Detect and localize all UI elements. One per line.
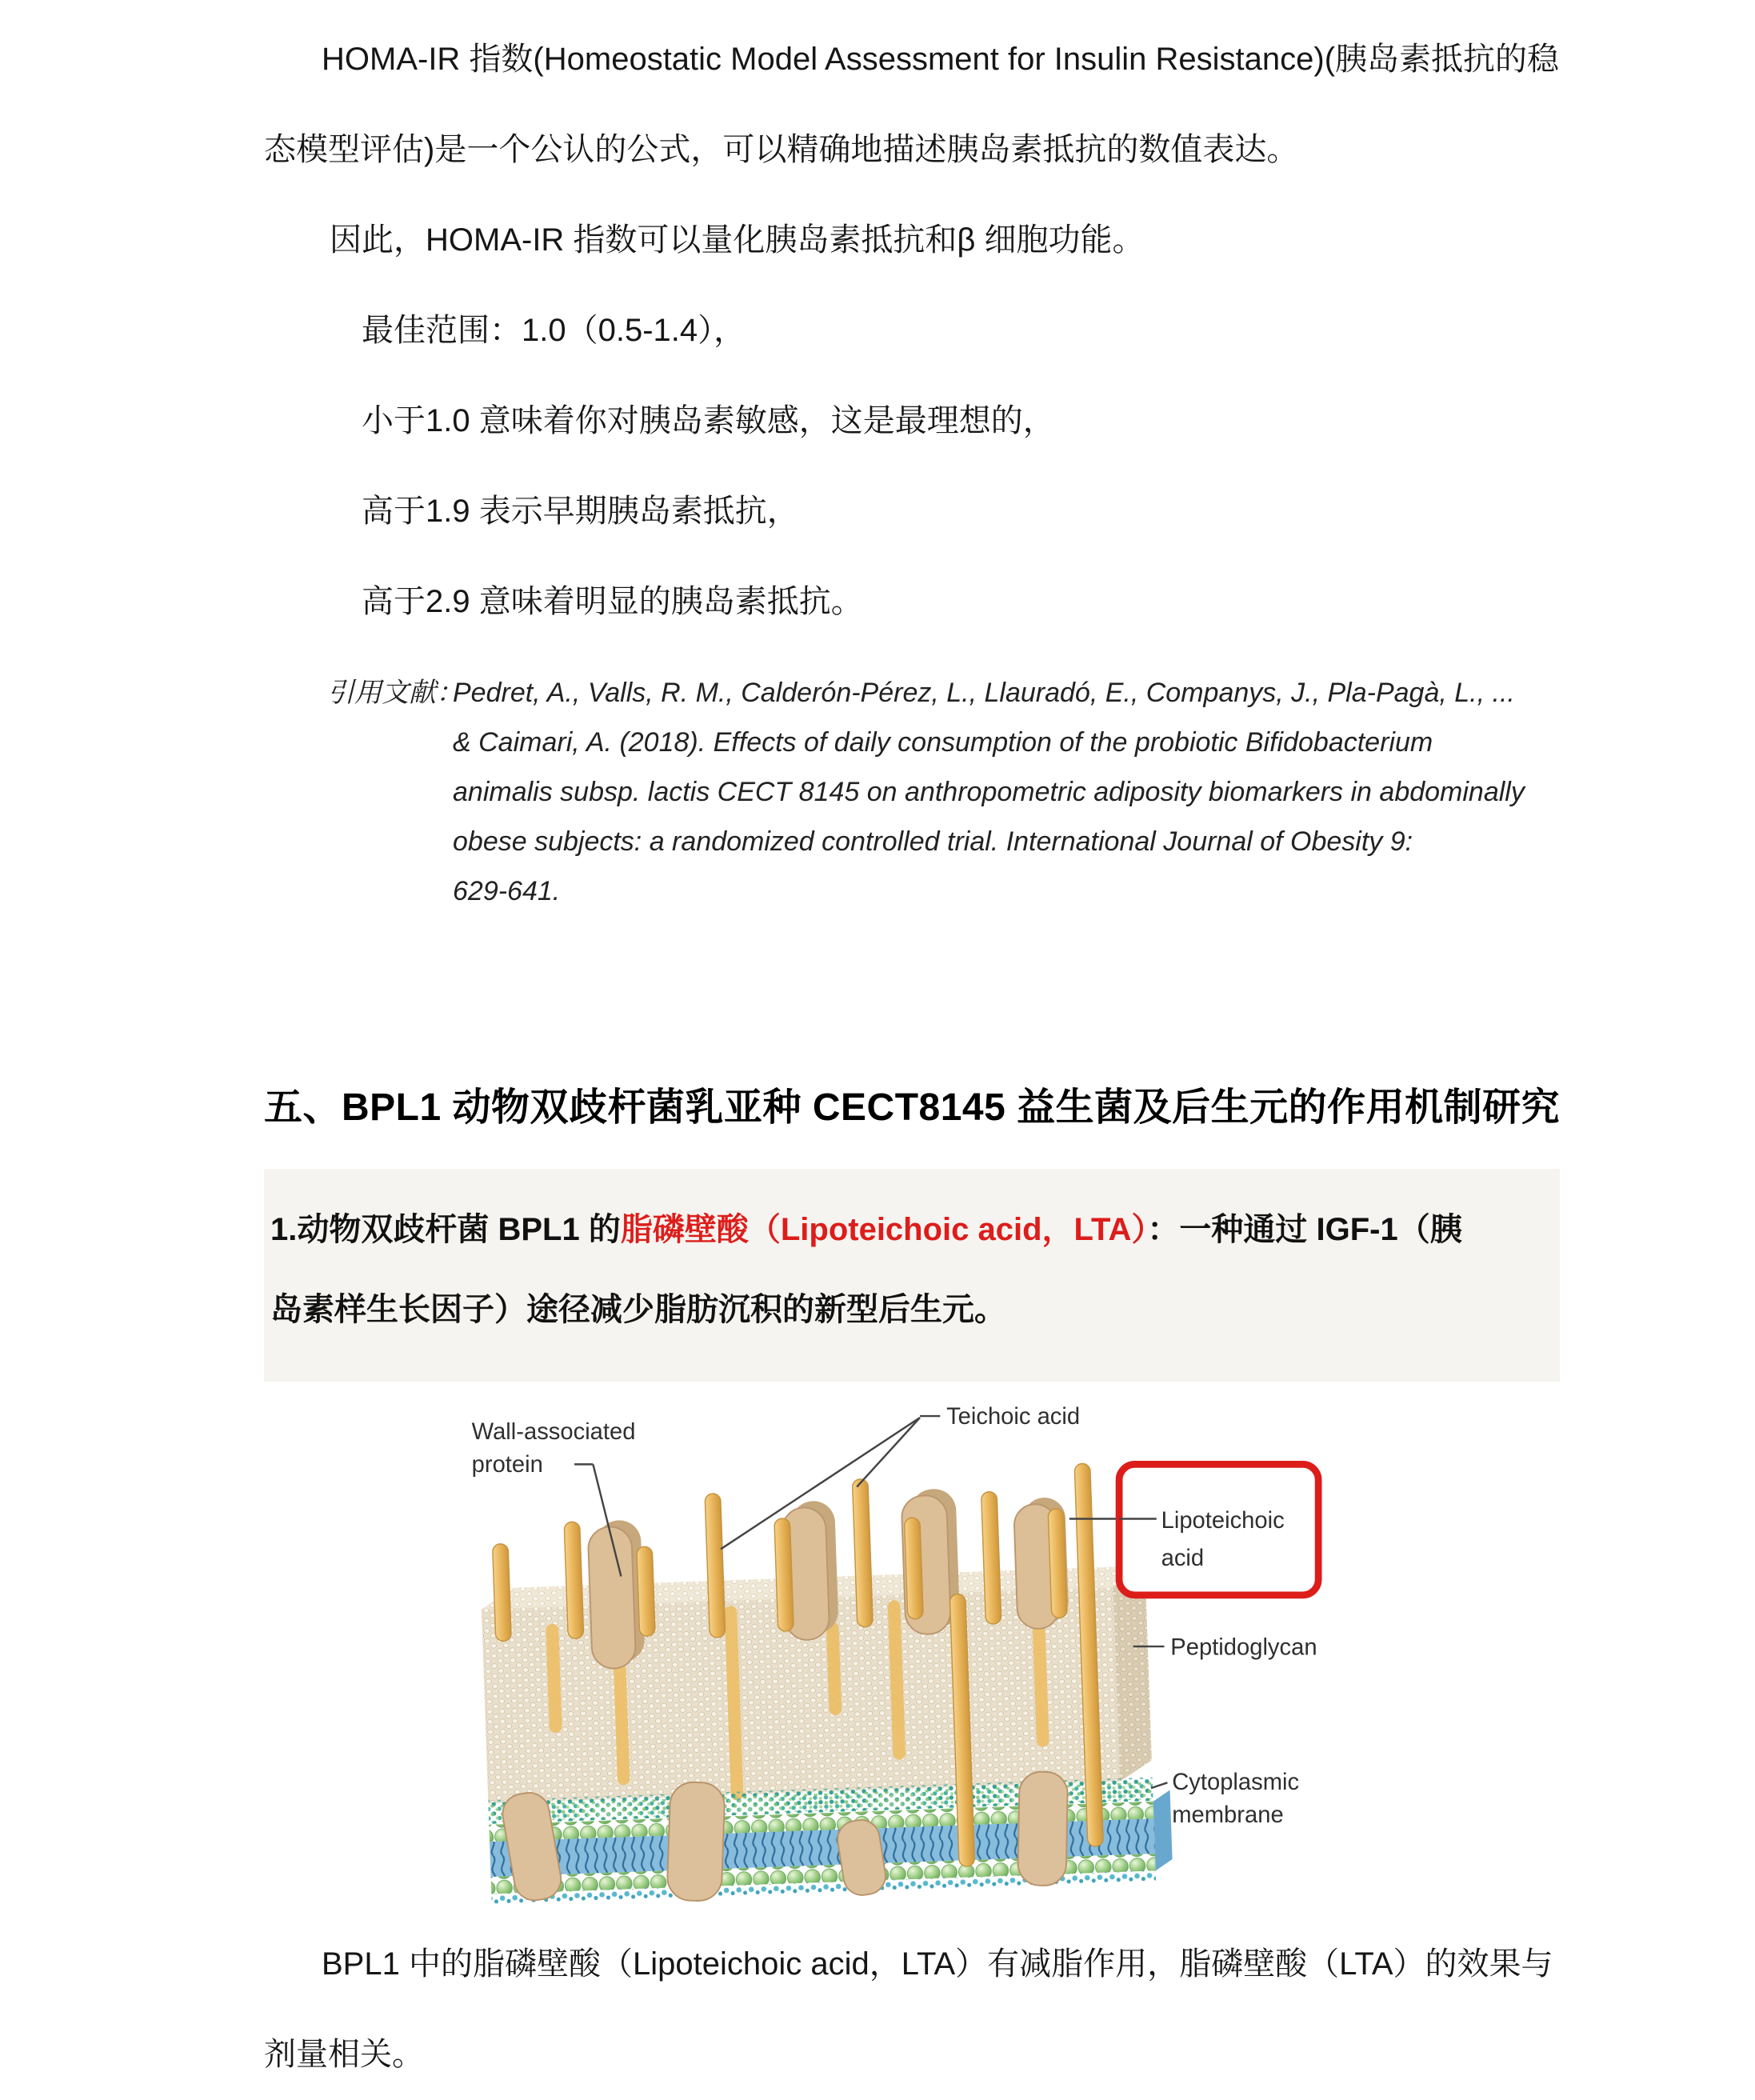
- membrane-label-line2: membrane: [1172, 1802, 1284, 1828]
- wall-protein-label-line1: Wall-associated: [471, 1419, 636, 1446]
- citation-line: animalis subsp. lactis CECT 8145 on anthropometric adiposity biomarkers in abdominally: [453, 777, 1525, 807]
- paragraph-bpl1-lta-effect: BPL1 中的脂磷壁酸（Lipoteichoic acid，LTA）有减脂作用，脂磷壁酸（LTA）的效果与剂量相关。: [264, 1946, 1553, 2072]
- membrane-side-face: [1153, 1790, 1173, 1870]
- peptidoglycan-label: Peptidoglycan: [1170, 1634, 1317, 1661]
- citation-line: obese subjects: a randomized controlled trial. International Journal of Obesity 9:: [453, 826, 1413, 857]
- lipoteichoic-label-line2: acid: [1161, 1545, 1205, 1571]
- paragraph-homa-definition: HOMA-IR 指数(Homeostatic Model Assessment for Insulin Resistance)(胰岛素抵抗的稳态模型评估)是一个公认的公式，可以精确地描述胰岛素抵抗的数值表达。: [264, 42, 1560, 167]
- citation-line: & Caimari, A. (2018). Effects of daily consumption of the probiotic Bifidobacterium: [453, 727, 1433, 758]
- citation-line: 629-641.: [453, 876, 561, 906]
- cell-wall-structure: [477, 1461, 1173, 1906]
- paragraph-above-1-9: 高于1.9 表示早期胰岛素抵抗，: [362, 494, 799, 529]
- citation-block: [264, 668, 1568, 916]
- citation-line: Pedret, A., Valls, R. M., Calderón-Pérez, L., Llauradó, E., Companys, J., Pla-Pagà, L., ...: [453, 678, 1515, 708]
- cell-wall-diagram: [456, 1390, 1328, 1906]
- paragraph-above-2-9: 高于2.9 意味着明显的胰岛素抵抗。: [362, 584, 863, 619]
- section-heading: 五、BPL1 动物双歧杆菌乳亚种 CECT8145 益生菌及后生元的作用机制研究: [264, 1086, 1561, 1129]
- subsection-text-red: 脂磷壁酸（Lipoteichoic acid，LTA）: [620, 1212, 1148, 1247]
- citation-label: 引用文献：: [327, 678, 463, 708]
- highlighted-subsection: [264, 1169, 1560, 1382]
- paragraph-homa-function: 因此，HOMA-IR 指数可以量化胰岛素抵抗和β 细胞功能。: [330, 222, 1145, 258]
- cell-wall-diagram-svg: [456, 1390, 1328, 1906]
- paragraph-below-1: 小于1.0 意味着你对胰岛素敏感，这是最理想的，: [362, 403, 1055, 438]
- subsection-line-1: [270, 1190, 1552, 1270]
- subsection-text-before: 1.动物双歧杆菌 BPL1 的: [270, 1212, 621, 1247]
- subsection-text-after: ：一种通过 IGF-1（胰: [1147, 1212, 1462, 1247]
- membrane-label-line1: Cytoplasmic: [1172, 1770, 1300, 1796]
- subsection-line-2: 岛素样生长因子）途径减少脂肪沉积的新型后生元。: [270, 1292, 1006, 1327]
- teichoic-acid-label: Teichoic acid: [946, 1403, 1081, 1430]
- lipoteichoic-label-line1: Lipoteichoic: [1161, 1508, 1285, 1534]
- wall-protein-label-line2: protein: [471, 1452, 543, 1478]
- paragraph-optimal-range: 最佳范围：1.0（0.5-1.4），: [362, 313, 746, 348]
